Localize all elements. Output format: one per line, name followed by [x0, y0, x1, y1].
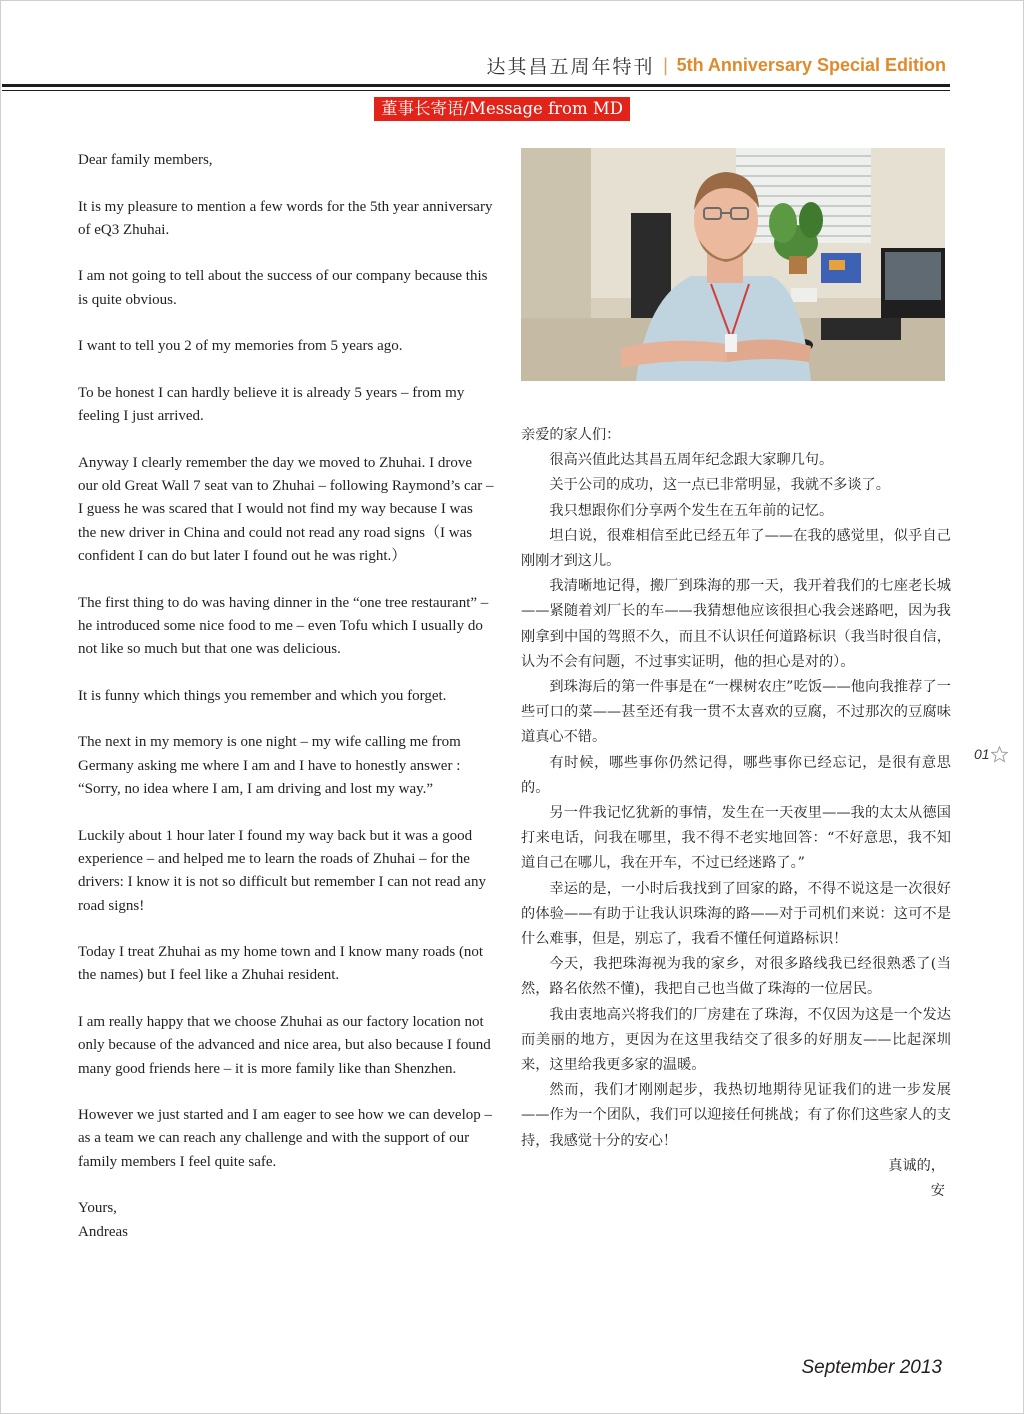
english-paragraph: I am really happy that we choose Zhuhai as our factory location not only because of the advanced and nice area, but also because I found many good friends here – it is more family like than Shenzhen. — [78, 1013, 491, 1077]
chinese-paragraph: 很高兴值此达其昌五周年纪念跟大家聊几句。 — [549, 452, 834, 469]
english-signature: Andreas — [78, 1223, 128, 1240]
chinese-paragraph: 我只想跟你们分享两个发生在五年前的记忆。 — [549, 502, 834, 519]
chinese-paragraph: 我由衷地高兴将我们的厂房建在了珠海，不仅因为这是一个发达而美丽的地方，更因为在这里我结交了很多的好朋友——比起深圳来，这里给我更多家的温暖。 — [521, 1006, 951, 1074]
header-rule-thin — [2, 90, 950, 91]
english-paragraph: It is my pleasure to mention a few words for the 5th year anniversary of eQ3 Zhuhai. — [78, 198, 493, 238]
running-header — [486, 52, 946, 79]
chinese-paragraph: 关于公司的成功，这一点已非常明显，我就不多谈了。 — [549, 477, 890, 494]
chinese-paragraph: 有时候，哪些事你仍然记得，哪些事你已经忘记，是很有意思的。 — [521, 754, 951, 796]
english-paragraph: I am not going to tell about the success of our company because this is quite obvious. — [78, 268, 488, 308]
english-paragraph: Today I treat Zhuhai as my home town and I know many roads (not the names) but I feel like a Zhuhai resident. — [78, 944, 484, 984]
chinese-letter — [521, 423, 951, 1204]
header-rule-thick — [2, 84, 950, 87]
english-paragraph: The next in my memory is one night – my wife calling me from Germany asking me where I am and I have to honestly answer : “Sorry, no idea where I am, I am driving and lost my way.” — [78, 734, 461, 798]
chinese-paragraph: 幸运的是，一小时后我找到了回家的路，不得不说这是一次很好的体验——有助于让我认识珠海的路——对于司机们来说：这可不是什么难事，但是，别忘了，我看不懂任何道路标识！ — [521, 880, 951, 948]
header-title-en: 5th Anniversary Special Edition — [676, 55, 946, 75]
page-number — [974, 746, 1008, 763]
chinese-paragraph: 到珠海后的第一件事是在“一棵树农庄”吃饭——他向我推荐了一些可口的菜——甚至还有我一贯不太喜欢的豆腐，不过那次的豆腐味道真心不错。 — [521, 679, 951, 746]
header-separator: | — [662, 55, 669, 76]
chinese-closing: 真诚的， — [888, 1157, 945, 1174]
english-paragraph: To be honest I can hardly believe it is already 5 years – from my feeling I just arrived. — [78, 384, 465, 425]
english-closing: Yours, — [78, 1200, 117, 1217]
english-letter — [78, 149, 494, 1244]
md-portrait-photo — [521, 148, 945, 381]
english-paragraph: I want to tell you 2 of my memories from 5 years ago. — [78, 338, 403, 355]
english-paragraph: It is funny which things you remember and which you forget. — [78, 687, 447, 704]
chinese-paragraph: 我清晰地记得，搬厂到珠海的那一天，我开着我们的七座老长城——紧随着刘厂长的车——我猜想他应该很担心我会迷路吧，因为我刚拿到中国的驾照不久，而且不认识任何道路标识（我当时很自信，认为不会有问题，不过事实证明，他的担心是对的）。 — [521, 578, 951, 670]
issue-date: September 2013 — [801, 1357, 942, 1378]
chinese-paragraph: 然而，我们才刚刚起步，我热切地期待见证我们的进一步发展——作为一个团队，我们可以迎接任何挑战；有了你们这些家人的支持，我感觉十分的安心！ — [521, 1082, 951, 1149]
chinese-paragraph: 坦白说，很难相信至此已经五年了——在我的感觉里，似乎自己刚刚才到这儿。 — [521, 527, 951, 570]
chinese-paragraph: 另一件我记忆犹新的事情，发生在一天夜里——我的太太从德国打来电话，问我在哪里，我不得不老实地回答：“不好意思，我不知道自己在哪儿，我在开车，不过已经迷路了。” — [521, 805, 951, 872]
page-number-label: 01 — [974, 746, 990, 762]
header-title-cn: 达其昌五周年特刊 — [486, 56, 655, 78]
chinese-signature: 安 — [930, 1183, 945, 1200]
section-tag: 董事长寄语/Message from MD — [374, 97, 630, 121]
english-paragraph: Luckily about 1 hour later I found my way back but it was a good experience – and helped me to learn the roads of Zhuhai – for the drivers: I know it is not so difficult but remember I can not read any road signs! — [78, 827, 486, 914]
english-paragraph: Anyway I clearly remember the day we moved to Zhuhai. I drove our old Great Wall 7 seat van to Zhuhai – following Raymond’s car – I guess he was scared that I would not find my way because I was the new driver in China and could not read any road signs（I was confident I can do but later I found out he was right.） — [78, 454, 494, 565]
english-paragraph: The first thing to do was having dinner in the “one tree restaurant” – he introduced some nice food to me – even Tofu which I usually do not like so much but that one was delicious. — [78, 594, 489, 658]
star-icon — [991, 746, 1008, 763]
english-paragraph: However we just started and I am eager to see how we can develop – as a team we can reach any challenge and with the support of our family members I feel quite safe. — [78, 1107, 493, 1170]
english-greeting: Dear family members, — [78, 152, 213, 168]
chinese-greeting: 亲爱的家人们： — [521, 427, 621, 443]
english-signoff — [78, 1197, 494, 1244]
chinese-paragraph: 今天，我把珠海视为我的家乡，对很多路线我已经很熟悉了(当然，路名依然不懂)，我把自己也当做了珠海的一位居民。 — [521, 956, 951, 998]
